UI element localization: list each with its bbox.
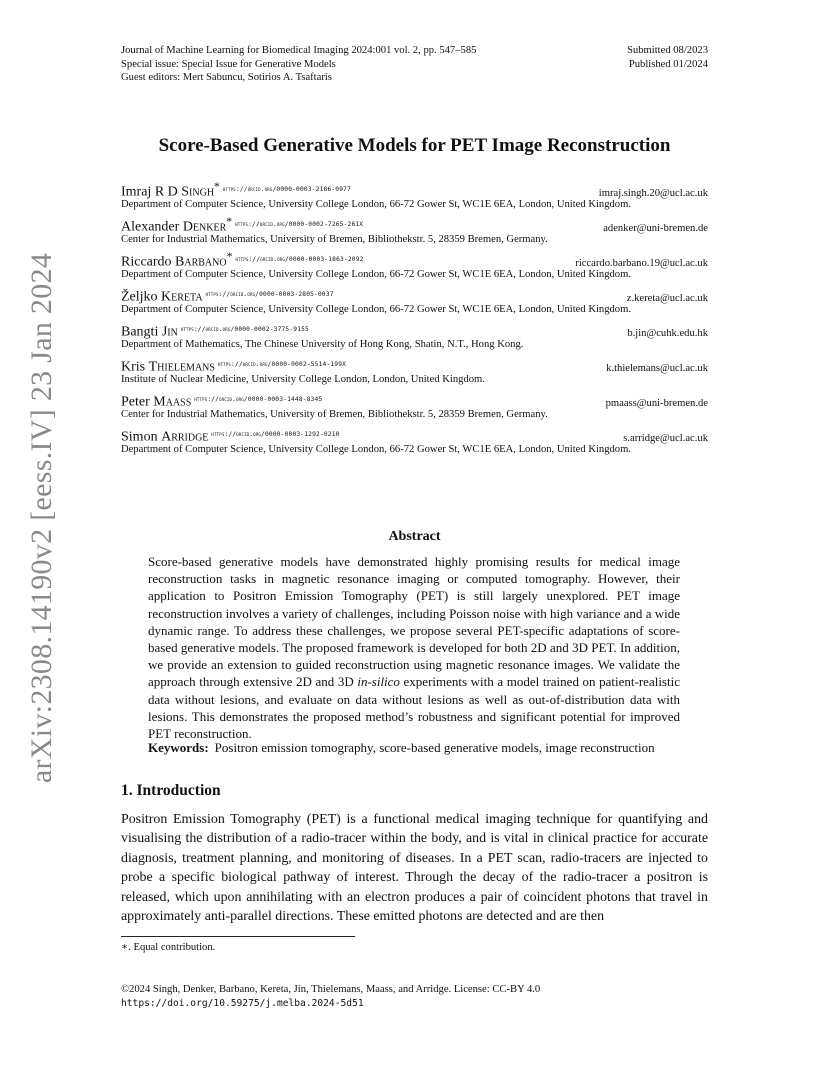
author-list (121, 180, 708, 460)
keywords-label: Keywords: (148, 740, 209, 755)
equal-contribution-mark: * (226, 250, 233, 263)
author-first-name: Kris (121, 359, 149, 375)
orcid-id: 0000-0003-1448-8345 (247, 395, 323, 403)
author-affiliation: Institute of Nuclear Medicine, University College London, London, United Kingdom. (121, 374, 485, 385)
author-last-name: Jin (161, 324, 178, 340)
author-first-name: Imraj R D (121, 184, 182, 200)
journal-header (121, 44, 708, 85)
author-line (121, 390, 708, 408)
orcid-link[interactable] (223, 186, 351, 193)
footnote-rule (121, 936, 355, 937)
orcid-prefix: https://orcid.org/ (222, 185, 277, 193)
abstract-text-1: Score-based generative models have demonstrated highly promising results for medical image reconstruction tasks in magnetic resonance imaging or computed tomography. However, their application to Positron Emission Tomography (PET) is still largely unexplored. PET image reconstruction involves a variety of challenges, including Poisson noise with high variance and a wide dynamic range. To address these challenges, we propose several PET-specific adaptations of score-based generative models. The proposed framework is developed for both 2D and 3D PET. In addition, we provide an extension to guided reconstruction using magnetic resonance images. We validate the approach through extensive 2D and 3D (148, 554, 680, 690)
arxiv-identifier: arXiv:2308.14190v2 [eess.IV] 23 Jan 2024 (25, 252, 58, 784)
author-first-name: Bangti (121, 324, 162, 340)
author-affiliation: Center for Industrial Mathematics, University of Bremen, Bibliothekstr. 5, 28359 Bremen, Germany. (121, 409, 548, 420)
author-last-name: Denker (182, 219, 227, 235)
equal-contribution-mark: * (226, 215, 233, 228)
author-line (121, 425, 708, 443)
author-line (121, 250, 708, 268)
author-affiliation: Department of Computer Science, University College London, 66-72 Gower St, WC1E 6EA, London, United Kingdom. (121, 444, 631, 455)
author-line (121, 215, 708, 233)
author-affiliation: Center for Industrial Mathematics, University of Bremen, Bibliothekstr. 5, 28359 Bremen, Germany. (121, 234, 548, 245)
author-line (121, 320, 708, 338)
orcid-link[interactable] (194, 396, 322, 403)
author-email[interactable]: s.arridge@ucl.ac.uk (623, 432, 708, 444)
copyright-notice: ©2024 Singh, Denker, Barbano, Kereta, Jin, Thielemans, Maass, and Arridge. License: CC-BY 4.0 (121, 984, 541, 995)
author-line (121, 180, 708, 198)
author-affiliation: Department of Mathematics, The Chinese University of Hong Kong, Shatin, N.T., Hong Kong. (121, 339, 524, 350)
abstract-italic: in-silico (357, 674, 400, 690)
author-affiliation: Department of Computer Science, University College London, 66-72 Gower St, WC1E 6EA, London, United Kingdom. (121, 269, 631, 280)
author-entry (121, 180, 708, 215)
orcid-prefix: https://orcid.org/ (217, 360, 272, 368)
orcid-prefix: https://orcid.org/ (180, 325, 235, 333)
special-issue: Special issue: Special Issue for Generative Models (121, 58, 336, 70)
orcid-link[interactable] (235, 221, 363, 228)
orcid-id: 0000-0002-7265-261X (288, 220, 364, 228)
author-entry (121, 285, 708, 320)
orcid-link[interactable] (206, 291, 334, 298)
orcid-link[interactable] (218, 361, 346, 368)
footnote: ∗. Equal contribution. (121, 942, 216, 953)
author-affiliation: Department of Computer Science, University College London, 66-72 Gower St, WC1E 6EA, London, United Kingdom. (121, 199, 631, 210)
keywords-list: Positron emission tomography, score-based generative models, image reconstruction (214, 740, 655, 755)
orcid-id: 0000-0003-2186-0977 (276, 185, 352, 193)
orcid-id: 0000-0003-1292-0210 (264, 430, 340, 438)
author-affiliation: Department of Computer Science, University College London, 66-72 Gower St, WC1E 6EA, London, United Kingdom. (121, 304, 631, 315)
orcid-prefix: https://orcid.org/ (194, 395, 248, 403)
paper-title: Score-Based Generative Models for PET Image Reconstruction (158, 135, 671, 156)
author-email[interactable]: pmaass@uni-bremen.de (605, 397, 708, 409)
author-entry (121, 320, 708, 355)
author-email[interactable]: b.jin@cuhk.edu.hk (627, 327, 708, 339)
equal-contribution-mark: * (214, 180, 220, 193)
author-last-name: Maass (153, 394, 192, 410)
orcid-prefix: https://orcid.org/ (205, 290, 260, 298)
author-entry (121, 250, 708, 285)
keywords (148, 740, 688, 756)
orcid-id: 0000-0003-1863-2092 (288, 255, 364, 263)
author-first-name: Simon (121, 429, 162, 445)
author-entry (121, 390, 708, 425)
author-entry (121, 355, 708, 390)
submitted-date: Submitted 08/2023 (627, 45, 708, 56)
guest-editors: Guest editors: Mert Sabuncu, Sotirios A. Tsaftaris (121, 72, 332, 83)
orcid-link[interactable] (181, 326, 309, 333)
abstract-body (148, 553, 680, 742)
orcid-id: 0000-0002-3775-9155 (234, 325, 309, 333)
arxiv-stamp (14, 252, 70, 784)
orcid-link[interactable] (211, 431, 339, 438)
author-email[interactable]: riccardo.barbano.19@ucl.ac.uk (575, 257, 708, 269)
author-first-name: Peter (121, 394, 154, 410)
author-last-name: Arridge (161, 429, 209, 445)
copyright-block (121, 983, 540, 1011)
author-first-name: Željko (121, 289, 162, 305)
author-email[interactable]: z.kereta@ucl.ac.uk (626, 292, 708, 304)
orcid-id: 0000-0002-5514-199X (271, 360, 347, 368)
introduction-text: Positron Emission Tomography (PET) is a functional medical imaging technique for quantifying and visualising the distribution of a radio-tracer within the body, and is vital in clinical practice for accurate diagnosis, treatment planning, and monitoring of diseases. In a PET scan, radio-tracers are injected to probe a specific biological pathway of interest. Through the decay of the radio-tracer a positron is released, which upon annihilating with an electron produces a pair of coincident photons that travel in approximately anti-parallel directions. These emitted photons are detected and are then (121, 812, 708, 925)
author-entry (121, 425, 708, 460)
author-line (121, 355, 708, 373)
orcid-prefix: https://orcid.org/ (211, 430, 265, 438)
author-last-name: Thielemans (148, 359, 215, 375)
author-first-name: Alexander (121, 219, 183, 235)
author-entry (121, 215, 708, 250)
abstract-text-2: experiments with a model trained on patient-realistic data without lesions, and evaluate on data without lesions as well as out-of-distribution data with lesions. This demonstrates the proposed method’s robustness and significant potential for improved PET reconstruction. (148, 674, 680, 742)
author-email[interactable]: imraj.singh.20@ucl.ac.uk (598, 187, 708, 199)
author-last-name: Singh (181, 184, 215, 200)
abstract-heading: Abstract (388, 529, 441, 544)
orcid-link[interactable] (235, 256, 363, 263)
doi-link[interactable]: https://doi.org/10.59275/j.melba.2024-5d51 (121, 998, 364, 1009)
published-date: Published 01/2024 (628, 58, 708, 70)
author-email[interactable]: k.thielemans@ucl.ac.uk (606, 362, 708, 374)
author-email[interactable]: adenker@uni-bremen.de (603, 222, 708, 234)
author-last-name: Kereta (161, 289, 203, 305)
orcid-prefix: https://orcid.org/ (235, 220, 289, 228)
author-first-name: Riccardo (121, 254, 176, 270)
journal-info: Journal of Machine Learning for Biomedical Imaging 2024:001 vol. 2, pp. 547–585 (121, 45, 477, 56)
author-last-name: Barbano (175, 254, 227, 270)
orcid-prefix: https://orcid.org/ (235, 255, 289, 263)
section-heading: 1. Introduction (121, 782, 221, 799)
author-line (121, 285, 708, 303)
orcid-id: 0000-0003-2805-0037 (259, 290, 334, 298)
